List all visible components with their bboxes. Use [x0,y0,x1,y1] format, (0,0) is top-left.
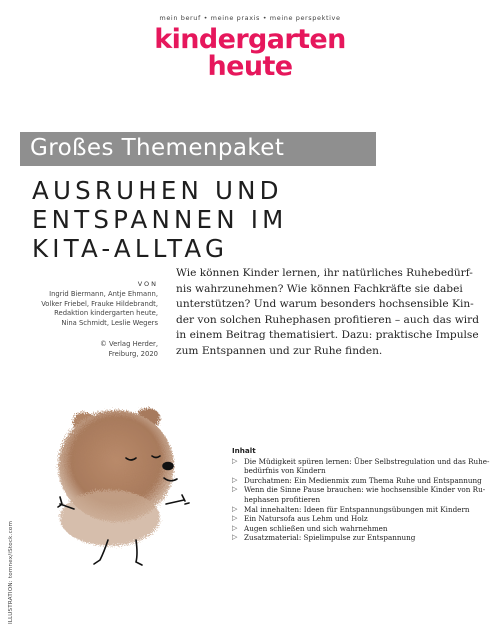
intro-line: Wie können Kinder lernen, ihr natürliches Ruhebedürf- [176,267,473,279]
contents-item-line: Durchatmen: Ein Medienmix zum Thema Ruhe und Entspannung [244,475,482,485]
intro-paragraph [176,266,488,360]
author-line: Redaktion kindergarten heute, [54,309,158,318]
illustration-credit: ILLUSTRATION: tomnex/iStock.com [8,520,14,624]
contents-item-line: Mal innehalten: Ideen für Entspannungsübungen mit Kindern [244,504,470,514]
contents-item-line: bedürfnis von Kindern [244,466,326,476]
theme-banner [20,132,376,166]
author-line: Volker Friebel, Frauke Hildebrandt, [41,299,158,308]
magazine-logo [0,26,500,80]
theme-banner-text: Großes Themenpaket [30,135,285,161]
intro-line: der von solchen Ruhephasen profitieren – auch das wird [176,313,480,326]
contents-item [232,524,494,534]
arrow-right-icon: ▷ [232,514,238,523]
headline-line-2: ENTSPANNEN IM [32,205,288,234]
contents-item-line: Augen schließen und sich wahrnehmen [244,523,388,533]
arrow-right-icon: ▷ [232,523,238,532]
byline-authors [18,290,158,328]
bear-illustration [40,400,240,610]
intro-line: zum Entspannen und zur Ruhe finden. [176,344,383,357]
byline-von: VON [137,280,158,288]
intro-line: nis wahrzunehmen? Wie können Fachkräfte sie dabei [176,282,463,295]
contents-item-line: Ein Natursofa aus Lehm und Holz [244,514,368,524]
contents-item [232,485,494,504]
contents-item [232,476,494,486]
logo-line-2: heute [207,51,293,82]
arrow-right-icon: ▷ [232,485,238,494]
contents-item-line: hephasen profitieren [244,494,321,504]
contents-label: Inhalt [232,446,256,455]
author-line: Nina Schmidt, Leslie Wegers [61,318,158,327]
arrow-right-icon: ▷ [232,456,238,465]
arrow-right-icon: ▷ [232,504,238,513]
logo-line-1: kindergarten [154,24,346,55]
masthead-tagline: mein beruf • meine praxis • meine perspektive [159,14,341,22]
contents-item-line: Die Müdigkeit spüren lernen: Über Selbstregulation und das Ruhe- [244,456,490,466]
arrow-right-icon: ▷ [232,475,238,484]
contents-item [232,505,494,515]
contents-item-line: Wenn die Sinne Pause brauchen: wie hochsensible Kinder von Ru- [244,485,486,495]
contents-item-line: Zusatzmaterial: Spielimpulse zur Entspannung [244,533,416,543]
page-headline [32,176,482,263]
publisher-note [18,340,158,359]
arrow-right-icon: ▷ [232,533,238,542]
author-line: Ingrid Biermann, Antje Ehmann, [49,290,158,298]
headline-line-3: KITA-ALLTAG [32,234,229,263]
intro-line: unterstützen? Und warum besonders hochsensible Kin- [176,298,474,311]
publisher-line: © Verlag Herder, [99,340,158,348]
contents-item [232,457,494,476]
contents-item [232,533,494,543]
contents-box [232,446,494,543]
bear-body [58,408,174,546]
publisher-line: Freiburg, 2020 [108,349,158,358]
intro-line: in einem Beitrag thematisiert. Dazu: praktische Impulse [176,329,479,342]
contents-item [232,514,494,524]
headline-line-1: AUSRUHEN UND [32,176,283,205]
